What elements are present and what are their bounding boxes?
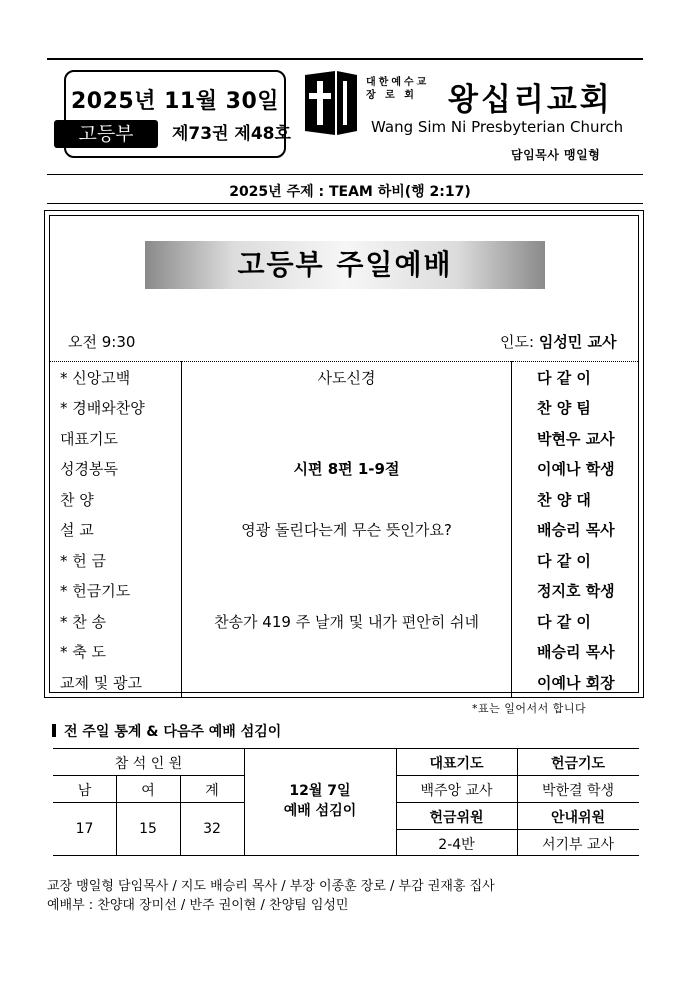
role-value-usher: 서기부 교사 [541, 837, 615, 853]
order-content: 찬송가 419 주 날개 및 내가 편안히 쉬네 [182, 606, 512, 637]
attendance-col-total: 계 [205, 783, 219, 799]
order-row [50, 454, 638, 485]
stats-rule-att2 [53, 802, 244, 803]
yearly-theme: 2025년 주제 : TEAM 하비(행 2:17) [229, 184, 471, 200]
order-content [182, 484, 512, 515]
role-value-offering-committee: 2-4반 [438, 837, 475, 853]
next-week-label: 예배 섬김이 [283, 803, 357, 819]
order-item: * 찬 송 [50, 606, 182, 637]
order-item: 대표기도 [50, 423, 182, 454]
order-item: 교제 및 광고 [50, 667, 182, 698]
order-person: 찬 양 팀 [537, 399, 591, 418]
order-person: 이예나 학생 [537, 460, 615, 479]
order-person: 박현우 교사 [537, 429, 615, 448]
service-title: 고등부 주일예배 [145, 241, 545, 289]
stats-heading [52, 721, 281, 741]
role-label-offering-prayer: 헌금기도 [550, 756, 606, 772]
order-person: 다 같 이 [537, 612, 591, 631]
footer-staff-line: 교장 맹일형 담임목사 / 지도 배승리 목사 / 부장 이종훈 장로 / 부감 권재홍 집사 [47, 879, 495, 894]
volume-number: 제73권 제48호 [172, 124, 291, 144]
header-top-rule [47, 58, 643, 60]
order-row [50, 576, 638, 607]
order-content [182, 393, 512, 424]
church-cross-logo-icon [303, 71, 359, 135]
order-content [182, 423, 512, 454]
order-item: 찬 양 [50, 484, 182, 515]
role-label-offering-committee: 헌금위원 [429, 810, 484, 826]
department-badge: 고등부 [54, 120, 158, 148]
footer-worship-line: 예배부 : 찬양대 장미선 / 반주 권이현 / 찬양팀 임성민 [47, 898, 349, 913]
order-item: * 헌금기도 [50, 576, 182, 607]
order-row [50, 637, 638, 668]
service-leader [500, 331, 617, 352]
heading-bar-icon [52, 724, 56, 737]
order-row [50, 484, 638, 515]
role-label-usher: 안내위원 [550, 810, 606, 826]
theme-bottom-rule [47, 203, 643, 204]
attendance-col-male: 남 [77, 783, 92, 799]
order-content [182, 637, 512, 668]
attendance-label: 참 석 인 원 [114, 756, 183, 772]
denomination-label [366, 76, 429, 102]
service-time: 오전 9:30 [68, 333, 136, 351]
church-name-english: Wang Sim Ni Presbyterian Church [371, 118, 624, 136]
standing-note: *표는 일어서서 합니다 [472, 702, 587, 715]
attendance-total: 32 [203, 821, 221, 837]
role-label-prayer: 대표기도 [429, 756, 484, 772]
order-person: 이예나 회장 [537, 673, 615, 692]
order-person: 찬 양 대 [537, 490, 591, 509]
role-value-offering-prayer: 박한결 학생 [541, 783, 615, 799]
order-item: * 축 도 [50, 637, 182, 668]
role-value-prayer: 백주앙 교사 [420, 783, 493, 799]
theme-top-rule [47, 174, 643, 175]
stats-heading-text: 전 주일 통계 & 다음주 예배 섬김이 [64, 724, 282, 740]
order-row [50, 545, 638, 576]
order-item: 설 교 [50, 515, 182, 546]
order-row [50, 515, 638, 546]
attendance-female: 15 [139, 821, 157, 837]
order-person: 다 같 이 [537, 551, 591, 570]
denomination-line2: 장 로 회 [366, 90, 417, 101]
order-content [182, 576, 512, 607]
leader-name: 임성민 교사 [538, 333, 617, 351]
order-person: 배승리 목사 [537, 643, 615, 662]
bulletin-date: 2025년 11월 30일 [70, 89, 280, 114]
order-item: * 경배와찬양 [50, 393, 182, 424]
stats-rule-top [53, 748, 639, 749]
leader-label: 인도: [500, 333, 535, 351]
order-item: * 신앙고백 [50, 362, 182, 393]
next-week-date: 12월 7일 [289, 783, 351, 799]
stats-rule-att1 [53, 775, 244, 776]
order-person: 다 같 이 [512, 362, 639, 393]
order-content: 사도신경 [182, 362, 512, 393]
order-row [50, 423, 638, 454]
denomination-line1: 대한예수교 [366, 77, 430, 88]
order-person: 정지호 학생 [537, 582, 615, 601]
senior-pastor: 담임목사 맹일형 [511, 148, 601, 162]
order-row [50, 667, 638, 698]
order-item: 성경봉독 [50, 454, 182, 485]
order-content [182, 667, 512, 698]
order-row [50, 393, 638, 424]
attendance-col-female: 여 [141, 783, 155, 799]
order-row [50, 362, 638, 393]
order-content [182, 545, 512, 576]
order-person: 배승리 목사 [537, 521, 615, 540]
attendance-male: 17 [75, 821, 94, 837]
church-name: 왕십리교회 [448, 82, 613, 118]
order-item: * 헌 금 [50, 545, 182, 576]
order-of-worship-table [50, 361, 638, 698]
stats-rule-bottom [53, 855, 639, 856]
order-content: 영광 돌린다는게 무슨 뜻인가요? [182, 515, 512, 546]
order-row [50, 606, 638, 637]
order-content: 시편 8편 1-9절 [182, 454, 512, 485]
